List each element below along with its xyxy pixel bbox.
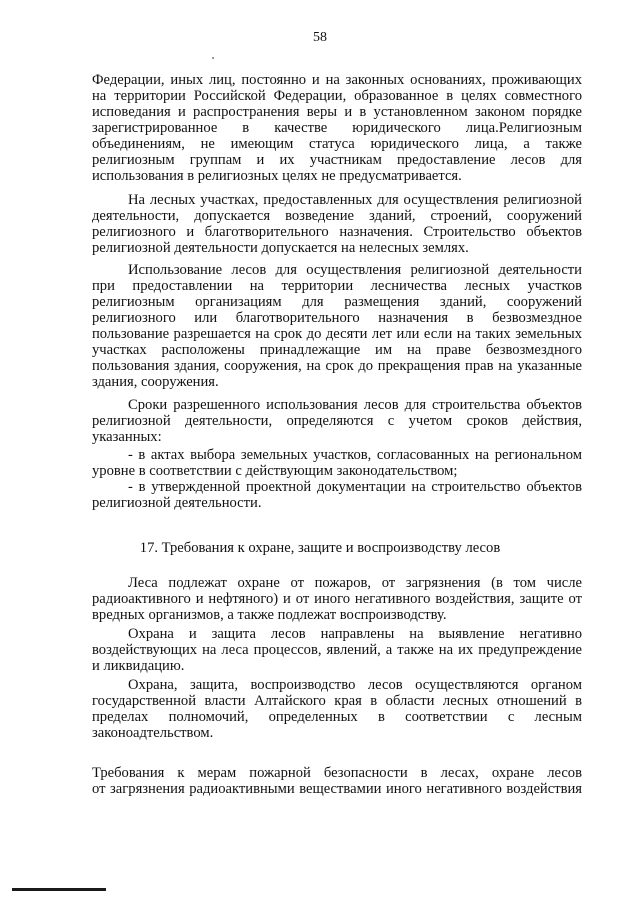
text-line: использования в религиозных целях не предусматривается. — [92, 168, 462, 184]
text-line: религиозным группам и их участникам предоставление лесов для — [92, 152, 582, 168]
list-item-project-documentation — [92, 479, 582, 511]
text-line: религиозной деятельности. — [92, 495, 262, 511]
text-line: воздействующих на леса процессов, явлений, а также на их предупреждение — [92, 642, 582, 658]
text-line: религиозного и благотворительного назначения. Строительство объектов — [92, 224, 582, 240]
page-number: 58 — [313, 30, 327, 45]
paragraph-permitted-use-terms — [92, 397, 582, 445]
paragraph-forest-use-for-religion — [92, 262, 582, 390]
paragraph-fire-safety-requirements — [92, 765, 582, 797]
text-line: от загрязнения радиоактивными веществамии иного негативного воздействия — [92, 781, 582, 797]
text-line: пользования здания, сооружения, на срок до прекращения прав на указанные — [92, 358, 582, 374]
paragraph-protection-goals — [92, 626, 582, 674]
text-line: объединениям, не имеющим статуса юридического лица, а также — [92, 136, 582, 152]
scan-speck — [212, 57, 214, 59]
scan-edge-mark — [12, 888, 106, 891]
text-line: и ликвидацию. — [92, 658, 185, 674]
text-line: - в утвержденной проектной документации на строительство объектов — [128, 479, 582, 495]
paragraph-religious-construction — [92, 192, 582, 256]
text-line: Сроки разрешенного использования лесов для строительства объектов — [128, 397, 582, 413]
text-line: исповедания и распространения веры и в установленном законом порядке — [92, 104, 582, 120]
text-line: здания, сооружения. — [92, 374, 219, 390]
text-line: при предоставлении на территории лесничества лесных участков — [92, 278, 582, 294]
text-line: пользование разрешается на срок до десяти лет или если на таких земельных — [92, 326, 582, 342]
text-line: Охрана, защита, воспроизводство лесов осуществляются органом — [128, 677, 582, 693]
paragraph-religious-organization-definition — [92, 72, 582, 184]
text-line: уровне в соответствии с действующим законодательством; — [92, 463, 458, 479]
text-line: - в актах выбора земельных участков, согласованных на региональном — [128, 447, 582, 463]
text-line: Охрана и защита лесов направлены на выявление негативно — [128, 626, 582, 642]
text-line: религиозным организациям для размещения зданий, сооружений — [92, 294, 582, 310]
section-heading: 17. Требования к охране, защите и воспроизводству лесов — [139, 540, 501, 556]
text-line: деятельности, допускается возведение зданий, строений, сооружений — [92, 208, 582, 224]
text-line: Требования к мерам пожарной безопасности в лесах, охране лесов — [92, 765, 582, 781]
text-line: Использование лесов для осуществления религиозной деятельности — [128, 262, 582, 278]
text-line: религиозной деятельности допускается на нелесных землях. — [92, 240, 469, 256]
text-line: указанных: — [92, 429, 162, 445]
paragraph-forest-protection — [92, 575, 582, 623]
paragraph-responsible-authority — [92, 677, 582, 741]
text-line: на территории Российской Федерации, образованное в целях совместного — [92, 88, 582, 104]
text-line: участках расположены принадлежащие им на праве безвозмездного — [92, 342, 582, 358]
text-line: государственной власти Алтайского края в области лесных отношений в — [92, 693, 582, 709]
text-line: вредных организмов, а также подлежат воспроизводству. — [92, 607, 447, 623]
text-line: На лесных участках, предоставленных для осуществления религиозной — [128, 192, 582, 208]
list-item-land-selection-acts — [92, 447, 582, 479]
text-line: пределах полномочий, определенных в соответствии с лесным — [92, 709, 582, 725]
text-line: Леса подлежат охране от пожаров, от загрязнения (в том числе — [128, 575, 582, 591]
text-line: религиозной деятельности, определяются с учетом сроков действия, — [92, 413, 582, 429]
text-line: радиоактивного и нефтяного) и от иного негативного воздействия, защите от — [92, 591, 582, 607]
text-line: Федерации, иных лиц, постоянно и на законных основаниях, проживающих — [92, 72, 582, 88]
text-line: законоадтельством. — [92, 725, 214, 741]
text-line: зарегистрированное в качестве юридического лица.Религиозным — [92, 120, 582, 136]
text-line: религиозного или благотворительного назначения в безвозмездное — [92, 310, 582, 326]
